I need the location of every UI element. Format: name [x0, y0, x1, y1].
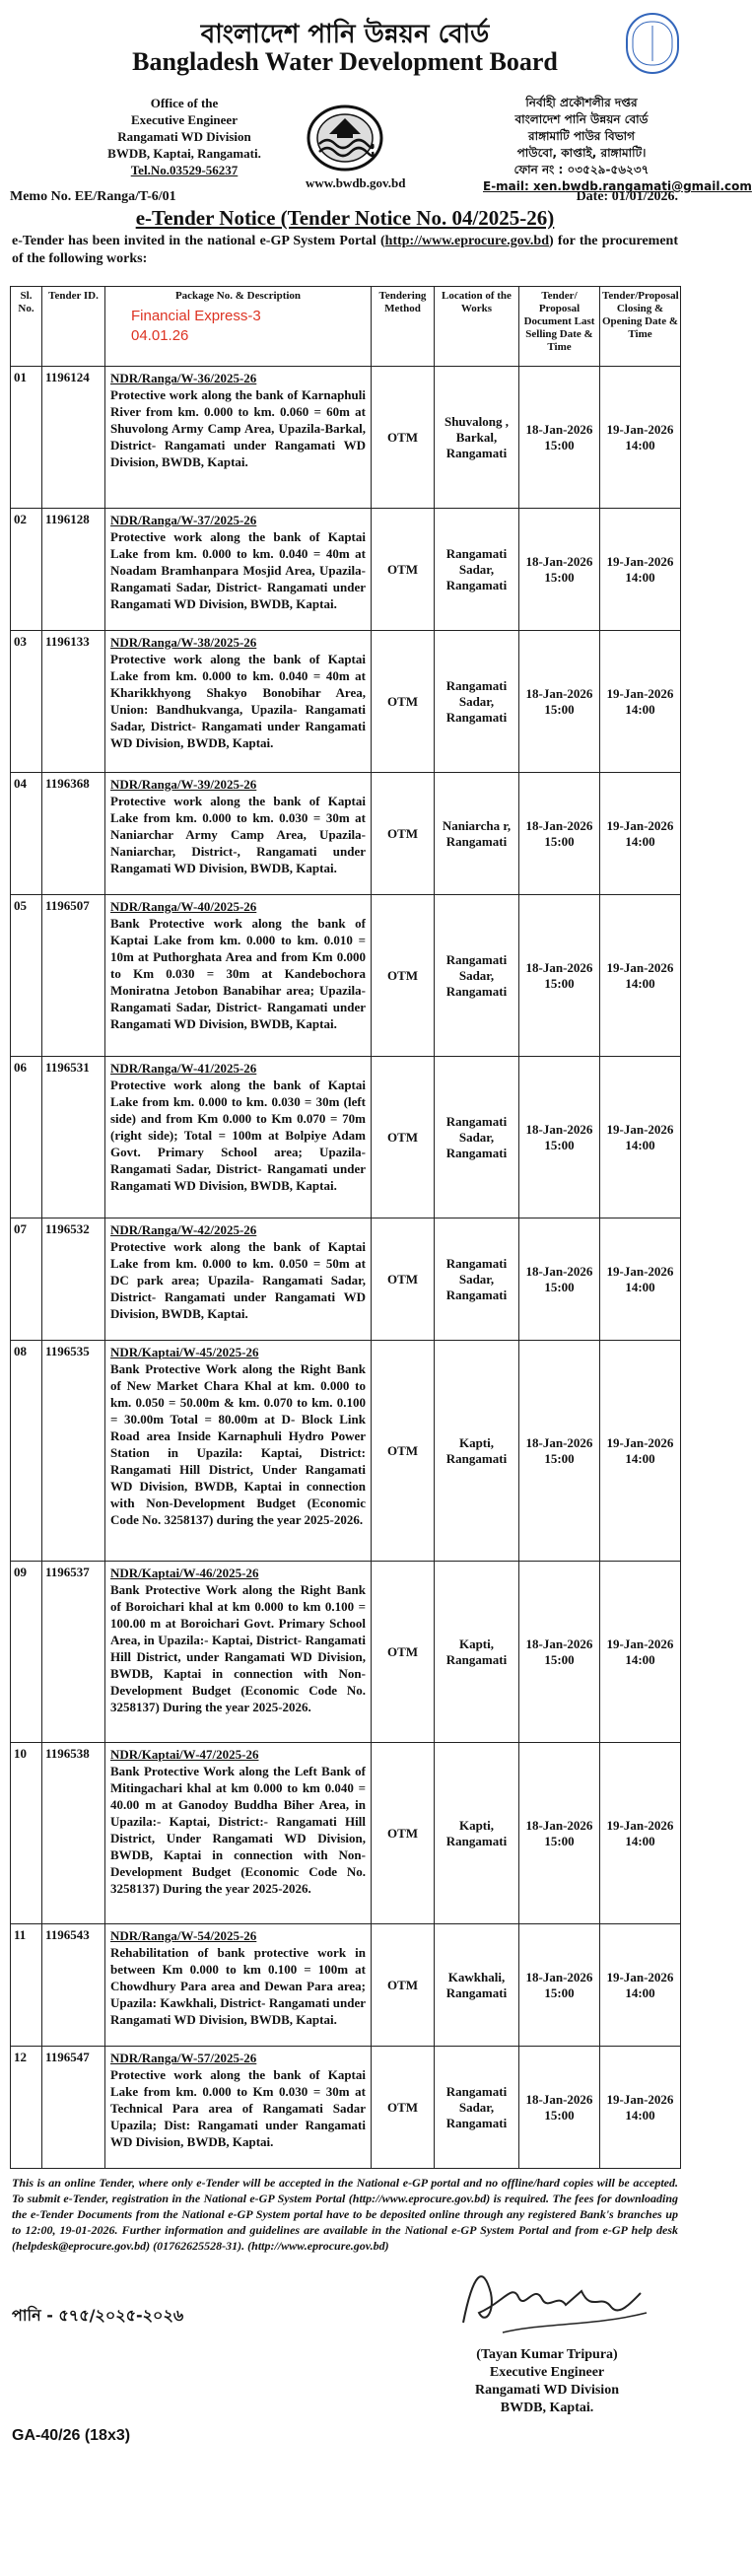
closing-opening-date-cell: 19-Jan-2026 14:00	[600, 895, 681, 1057]
location-cell: Rangamati Sadar, Rangamati	[435, 2047, 519, 2169]
tendering-method-cell: OTM	[372, 1341, 435, 1562]
table-body	[11, 367, 681, 2169]
package-description-cell	[105, 895, 372, 1057]
table-row	[11, 1562, 681, 1743]
office-line: ফোন নং : ০৩৫২৯-৫৬২৩৭	[513, 163, 649, 176]
tender-id-cell: 1196128	[42, 509, 105, 631]
signer-block	[424, 2346, 670, 2417]
table-row	[11, 1743, 681, 1924]
column-header	[105, 287, 372, 367]
last-selling-date-cell: 18-Jan-2026 15:00	[519, 2047, 600, 2169]
closing-opening-date-cell: 19-Jan-2026 14:00	[600, 631, 681, 773]
tendering-method-cell: OTM	[372, 631, 435, 773]
package-number: NDR/Ranga/W-42/2025-26	[110, 1222, 257, 1237]
notice-title: e-Tender Notice (Tender Notice No. 04/2025-26)	[135, 206, 555, 230]
column-header: Tender ID.	[42, 287, 105, 367]
location-cell: Rangamati Sadar, Rangamati	[435, 631, 519, 773]
tendering-method-cell: OTM	[372, 367, 435, 509]
tendering-method-cell: OTM	[372, 2047, 435, 2169]
closing-opening-date-cell: 19-Jan-2026 14:00	[600, 1057, 681, 1218]
location-cell: Kapti, Rangamati	[435, 1743, 519, 1924]
closing-opening-date-cell: 19-Jan-2026 14:00	[600, 773, 681, 895]
table-row	[11, 1057, 681, 1218]
work-description: Protective work along the bank of Kaptai Lake from km. 0.000 to Km 0.030 = 30m at Technical Para area of Rangamati Sadar Upazila; Dist: Rangamati under Rangamati WD Division, BWDB, Kaptai.	[110, 2067, 366, 2149]
tendering-method-cell: OTM	[372, 1218, 435, 1341]
tender-id-cell: 1196531	[42, 1057, 105, 1218]
tendering-method-cell: OTM	[372, 1562, 435, 1743]
serial-number-cell: 08	[11, 1341, 42, 1562]
package-description-cell	[105, 631, 372, 773]
serial-number-cell: 03	[11, 631, 42, 773]
signer-division: Rangamati WD Division	[475, 2383, 619, 2398]
column-header: Sl. No.	[11, 287, 42, 367]
tender-id-cell: 1196535	[42, 1341, 105, 1562]
last-selling-date-cell: 18-Jan-2026 15:00	[519, 1218, 600, 1341]
tender-table	[10, 286, 681, 2169]
location-cell: Kapti, Rangamati	[435, 1562, 519, 1743]
last-selling-date-cell: 18-Jan-2026 15:00	[519, 1562, 600, 1743]
table-row	[11, 1341, 681, 1562]
letterhead	[10, 10, 752, 204]
package-number: NDR/Kaptai/W-45/2025-26	[110, 1345, 259, 1359]
tender-id-cell: 1196538	[42, 1743, 105, 1924]
location-cell: Kawkhali, Rangamati	[435, 1924, 519, 2047]
price-code: পানি - ৫৭৫/২০২৫-২০২৬	[12, 2306, 184, 2325]
table-row	[11, 1924, 681, 2047]
package-description-cell	[105, 1562, 372, 1743]
org-title-english: Bangladesh Water Development Board	[132, 47, 558, 76]
org-title-bangla: বাংলাদেশ পানি উন্নয়ন বোর্ড	[200, 20, 490, 49]
location-cell: Rangamati Sadar, Rangamati	[435, 509, 519, 631]
office-line: পাউবো, কাপ্তাই, রাঙ্গামাটি।	[516, 146, 647, 160]
table-row	[11, 367, 681, 509]
office-line: রাঙ্গামাটি পাউর বিভাগ	[528, 129, 635, 143]
work-description: Bank Protective Work along the Right Bank of New Market Chara Khal at km. 0.000 to km. 0.050 = 50.00m & km. 0.070 to km. 0.100 = 30.00m Total = 80.00m at D- Block Link Road area Inside Karnaphuli Hydro Power Station in Upazila: Kaptai, District: Rangamati Hill District, Under Rangamati WD Division, BWDB, Kaptai in connection with Non-Development Budget (Economic Code No. 3258137) during the year 2025-2026.	[110, 1361, 366, 1527]
last-selling-date-cell: 18-Jan-2026 15:00	[519, 1057, 600, 1218]
office-address-english	[101, 95, 268, 178]
office-line: নির্বাহী প্রকৌশলীর দপ্তর	[525, 96, 638, 109]
location-cell: Naniarcha r, Rangamati	[435, 773, 519, 895]
table-row	[11, 2047, 681, 2169]
serial-number-cell: 12	[11, 2047, 42, 2169]
serial-number-cell: 11	[11, 1924, 42, 2047]
email-address: E-mail: xen.bwdb.rangamati@gmail.com	[483, 179, 752, 193]
footer-note: This is an online Tender, where only e-Tender will be accepted in the National e-GP portal and no offline/hard copies will be accepted. To submit e-Tender, registration in the National e-GP System Portal (http://www.eprocure.gov.bd) is required. The fees for downloading the e-Tender Documents from the National e-GP System portal have to be deposited online through any registered Bank's branches up to 12:00, 19-01-2026. Further information and guidelines are available in the National e-GP System Portal and from e-GP help desk (helpdesk@eprocure.gov.bd) (01762625528-31). (http://www.eprocure.gov.bd)	[12, 2176, 678, 2253]
location-cell: Rangamati Sadar, Rangamati	[435, 1057, 519, 1218]
last-selling-date-cell: 18-Jan-2026 15:00	[519, 509, 600, 631]
tender-notice-page	[10, 10, 752, 2556]
tendering-method-cell: OTM	[372, 1057, 435, 1218]
closing-opening-date-cell: 19-Jan-2026 14:00	[600, 1341, 681, 1562]
tender-id-cell: 1196532	[42, 1218, 105, 1341]
work-description: Protective work along the bank of Kaptai Lake from km. 0.000 to km. 0.040 = 40m at Noadam Bramhanpara Mosjid Area, Upazila-Rangamati Sadar, District- Rangamati under Rangamati WD Division, BWDB, Kaptai.	[110, 529, 366, 611]
serial-number-cell: 02	[11, 509, 42, 631]
package-description-cell	[105, 1341, 372, 1562]
last-selling-date-cell: 18-Jan-2026 15:00	[519, 1341, 600, 1562]
serial-number-cell: 01	[11, 367, 42, 509]
table-row	[11, 631, 681, 773]
closing-opening-date-cell: 19-Jan-2026 14:00	[600, 367, 681, 509]
tender-id-cell: 1196133	[42, 631, 105, 773]
package-number: NDR/Kaptai/W-47/2025-26	[110, 1747, 259, 1762]
package-description-cell	[105, 367, 372, 509]
intro-text: e-Tender has been invited in the national e-GP System Portal (	[12, 234, 385, 248]
handwritten-signature-icon	[444, 2254, 660, 2342]
office-address-bangla	[483, 95, 752, 195]
column-header-label: Package No. & Description	[174, 290, 302, 302]
package-number: NDR/Ranga/W-36/2025-26	[110, 371, 257, 385]
telephone-number: Tel.No.03529-56237	[130, 163, 239, 177]
intro-paragraph	[10, 233, 680, 286]
table-row	[11, 1218, 681, 1341]
tendering-method-cell: OTM	[372, 773, 435, 895]
memo-number: Memo No. EE/Ranga/T-6/01	[10, 189, 176, 204]
table-row	[11, 773, 681, 895]
package-description-cell	[105, 1218, 372, 1341]
serial-number-cell: 07	[11, 1218, 42, 1341]
bwdb-logo-icon	[306, 104, 384, 172]
column-header: Location of the Works	[435, 287, 519, 367]
intro-text: ) for the procurement of the following works:	[12, 234, 678, 266]
package-number: NDR/Ranga/W-41/2025-26	[110, 1061, 257, 1076]
package-number: NDR/Kaptai/W-46/2025-26	[110, 1566, 259, 1580]
package-description-cell	[105, 509, 372, 631]
work-description: Protective work along the bank of Kaptai Lake from km. 0.000 to km. 0.050 = 50m at DC park area; Upazila- Rangamati Sadar, District- Rangamati under Rangamati WD Division, BWDB, Kaptai.	[110, 1239, 366, 1321]
package-number: NDR/Ranga/W-37/2025-26	[110, 513, 257, 527]
tender-id-cell: 1196547	[42, 2047, 105, 2169]
serial-number-cell: 10	[11, 1743, 42, 1924]
tender-id-cell: 1196543	[42, 1924, 105, 2047]
package-number: NDR/Ranga/W-57/2025-26	[110, 2051, 257, 2065]
last-selling-date-cell: 18-Jan-2026 15:00	[519, 773, 600, 895]
signature-area	[10, 2254, 680, 2480]
office-line: BWDB, Kaptai, Rangamati.	[107, 146, 261, 161]
ga-code: GA-40/26 (18x3)	[12, 2427, 131, 2444]
closing-opening-date-cell: 19-Jan-2026 14:00	[600, 1743, 681, 1924]
package-number: NDR/Ranga/W-39/2025-26	[110, 777, 257, 792]
clipping-date-label: 04.01.26	[131, 327, 189, 344]
package-description-cell	[105, 1743, 372, 1924]
bdtender-stamp-icon	[625, 12, 680, 75]
serial-number-cell: 09	[11, 1562, 42, 1743]
work-description: Protective work along the bank of Karnaphuli River from km. 0.000 to km. 0.060 = 60m at Shuvolong Army Camp Area, Upazila-Barkal, District- Rangamati under Rangamati WD Division, BWDB, Kaptai.	[110, 387, 366, 469]
location-cell: Rangamati Sadar, Rangamati	[435, 895, 519, 1057]
work-description: Bank Protective Work along the Left Bank of Mitingachari khal at km 0.000 to km 0.040 = 40.00 m at Ganodoy Buddha Biher Area, in Upazila:- Kaptai, District:- Rangamati Hill District, Under Rangamati WD Division, BWDB, Kaptai in connection with Non-Development Budget (Economic Code No. 3258137) During the year 2025-2026.	[110, 1764, 366, 1896]
table-header-row	[11, 287, 681, 367]
last-selling-date-cell: 18-Jan-2026 15:00	[519, 895, 600, 1057]
package-description-cell	[105, 1057, 372, 1218]
tendering-method-cell: OTM	[372, 509, 435, 631]
location-cell: Kapti, Rangamati	[435, 1341, 519, 1562]
website-text: www.bwdb.gov.bd	[306, 175, 406, 190]
tendering-method-cell: OTM	[372, 1924, 435, 2047]
office-line: Rangamati WD Division	[117, 129, 251, 144]
last-selling-date-cell: 18-Jan-2026 15:00	[519, 631, 600, 773]
package-description-cell	[105, 773, 372, 895]
package-description-cell	[105, 1924, 372, 2047]
signer-office: BWDB, Kaptai.	[500, 2401, 594, 2415]
tendering-method-cell: OTM	[372, 895, 435, 1057]
last-selling-date-cell: 18-Jan-2026 15:00	[519, 1743, 600, 1924]
package-number: NDR/Ranga/W-54/2025-26	[110, 1928, 257, 1943]
serial-number-cell: 05	[11, 895, 42, 1057]
column-header: Tender/ Proposal Document Last Selling Date & Time	[519, 287, 600, 367]
work-description: Bank Protective Work along the Right Bank of Boroichari khal at km 0.000 to km 0.100 = 100.00 m at Boroichari Govt. Primary School Area, in Upazila:- Kaptai, District- Rangamati Hill District, under Rangamati WD Division, BWDB, Kaptai in connection with Non-Development Budget (Economic Code No. 3258137) During the year 2025-2026.	[110, 1582, 366, 1714]
tender-id-cell: 1196537	[42, 1562, 105, 1743]
tendering-method-cell: OTM	[372, 1743, 435, 1924]
column-header: Tendering Method	[372, 287, 435, 367]
package-number: NDR/Ranga/W-40/2025-26	[110, 899, 257, 914]
work-description: Protective work along the bank of Kaptai Lake from km. 0.000 to km. 0.030 = 30m at Naniarchar Army Camp Area, Upazila-Naniarchar, District-, Rangamati under Rangamati WD Division, BWDB, Kaptai.	[110, 794, 366, 875]
package-number: NDR/Ranga/W-38/2025-26	[110, 635, 257, 650]
table-row	[11, 895, 681, 1057]
signer-name: (Tayan Kumar Tripura)	[476, 2347, 618, 2362]
work-description: Rehabilitation of bank protective work in between Km 0.000 to km 0.100 = 100m at Chowdhury Para area and Dewan Para area; Upazila: Kawkhali, District- Rangamati under Rangamati WD Division, BWDB, Kaptai.	[110, 1945, 366, 2027]
location-cell: Shuvalong , Barkal, Rangamati	[435, 367, 519, 509]
location-cell: Rangamati Sadar, Rangamati	[435, 1218, 519, 1341]
signer-designation: Executive Engineer	[489, 2365, 605, 2380]
work-description: Protective work along the bank of Kaptai Lake from km. 0.000 to km. 0.030 = 30m (left side) and from Km 0.000 to Km 0.070 = 70m (right side); Total = 100m at Bolpiye Adam Govt. Primary School area; Upazila-Rangamati Sadar, District- Rangamati under Rangamati WD Division, BWDB, Kaptai.	[110, 1078, 366, 1193]
memo-line	[10, 189, 680, 205]
work-description: Protective work along the bank of Kaptai Lake from km. 0.000 to km. 0.040 = 40m at Kharikkhyong Shakyo Bonobihar Area, Union: Bandhukvanga, Upazila- Rangamati Sadar, District- Rangamati under Rangamati WD Division, BWDB, Kaptai.	[110, 652, 366, 750]
eprocure-link[interactable]: http://www.eprocure.gov.bd	[384, 234, 549, 248]
closing-opening-date-cell: 19-Jan-2026 14:00	[600, 2047, 681, 2169]
table-row	[11, 509, 681, 631]
last-selling-date-cell: 18-Jan-2026 15:00	[519, 367, 600, 509]
office-line: বাংলাদেশ পানি উন্নয়ন বোর্ড	[514, 112, 649, 126]
memo-date: Date: 01/01/2026.	[576, 189, 678, 204]
clipping-source-label: Financial Express-3	[131, 308, 261, 324]
tender-id-cell: 1196124	[42, 367, 105, 509]
serial-number-cell: 04	[11, 773, 42, 895]
office-line: Executive Engineer	[131, 112, 238, 127]
column-header: Tender/Proposal Closing & Opening Date & Time	[600, 287, 681, 367]
work-description: Bank Protective work along the bank of Kaptai Lake from km. 0.000 to km. 0.010 = 10m at Puthorghata Area and from Km 0.000 to Km 0.030 = 30m at Kandebochora Moniratna Jetobon Banabihar area; Upazila-Rangamati Sadar, District- Rangamati under Rangamati WD Division, BWDB, Kaptai.	[110, 916, 366, 1031]
package-description-cell	[105, 2047, 372, 2169]
office-line: Office of the	[150, 96, 219, 110]
closing-opening-date-cell: 19-Jan-2026 14:00	[600, 1924, 681, 2047]
serial-number-cell: 06	[11, 1057, 42, 1218]
last-selling-date-cell: 18-Jan-2026 15:00	[519, 1924, 600, 2047]
closing-opening-date-cell: 19-Jan-2026 14:00	[600, 509, 681, 631]
closing-opening-date-cell: 19-Jan-2026 14:00	[600, 1562, 681, 1743]
closing-opening-date-cell: 19-Jan-2026 14:00	[600, 1218, 681, 1341]
tender-id-cell: 1196368	[42, 773, 105, 895]
tender-id-cell: 1196507	[42, 895, 105, 1057]
